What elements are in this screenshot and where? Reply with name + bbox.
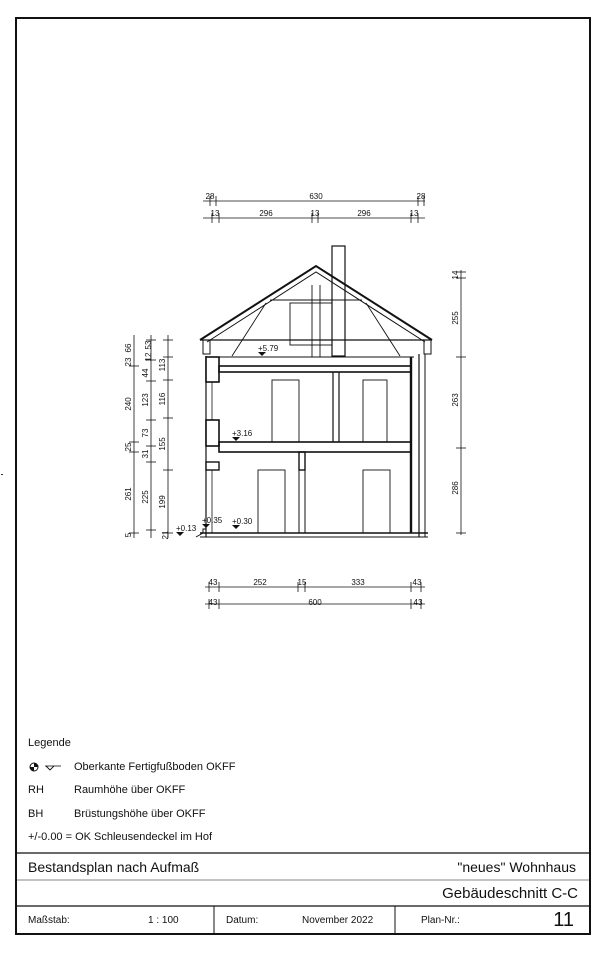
legend-okff-text: Oberkante Fertigfußboden OKFF	[74, 761, 236, 773]
date-label: Datum:	[226, 915, 259, 926]
plan-type-label: Bestandsplan nach Aufmaß	[28, 859, 200, 875]
legend-bh-text: Brüstungshöhe über OKFF	[74, 808, 206, 820]
legend-title: Legende	[28, 737, 71, 749]
dim-left-73: 73	[141, 428, 150, 438]
dim-right-255: 255	[451, 311, 460, 325]
dim-left-25: 25	[124, 442, 133, 452]
dim-bottom-252: 252	[253, 578, 267, 587]
dim-top-296-a: 296	[259, 209, 273, 218]
level-label-013: +0.13	[176, 524, 197, 533]
level-label-579: +5.79	[258, 344, 279, 353]
building-name: "neues" Wohnhaus	[457, 859, 576, 875]
dim-left-21: 21	[161, 530, 170, 540]
dim-left-12: 12	[144, 352, 153, 362]
dim-top-28-right: 28	[416, 192, 426, 201]
dim-bottom-600: 600	[308, 598, 322, 607]
plan-number-label: Plan-Nr.:	[421, 915, 460, 926]
dim-left-113: 113	[158, 358, 167, 372]
dim-left-240: 240	[124, 397, 133, 411]
dim-left-66: 66	[124, 343, 133, 353]
dim-right-263: 263	[451, 393, 460, 407]
dim-left-261: 261	[124, 487, 133, 501]
legend-rh-abbr: RH	[28, 784, 44, 796]
dim-top-13-b: 13	[310, 209, 320, 218]
dim-bottom-43-d: 43	[413, 598, 423, 607]
dim-top-630: 630	[309, 192, 323, 201]
dim-bottom-43-c: 43	[208, 598, 218, 607]
dim-left-225: 225	[141, 490, 150, 504]
level-label-316: +3.16	[232, 429, 253, 438]
legend-rh-text: Raumhöhe über OKFF	[74, 784, 186, 796]
dim-left-116: 116	[158, 392, 167, 406]
dim-top-28-left: 28	[205, 192, 215, 201]
dim-left-23: 23	[124, 357, 133, 367]
building-section	[196, 246, 432, 537]
dim-bottom-333: 333	[351, 578, 365, 587]
level-label-035: +0.35	[202, 516, 223, 525]
dim-top-296-b: 296	[357, 209, 371, 218]
dim-left-53: 53	[144, 340, 153, 350]
level-label-030: +0.30	[232, 517, 253, 526]
dim-right-14: 14	[451, 270, 460, 280]
plan-number: 11	[553, 909, 574, 931]
level-symbol-icon	[28, 760, 62, 774]
dim-top-13-c: 13	[409, 209, 419, 218]
dim-left-44: 44	[141, 368, 150, 378]
date-value: November 2022	[302, 915, 374, 926]
dim-bottom-43-a: 43	[208, 578, 218, 587]
dim-left-155: 155	[158, 437, 167, 451]
dim-bottom-15: 15	[297, 578, 307, 587]
drawing-title: Gebäudeschnitt C-C	[442, 885, 578, 902]
dim-top-13-a: 13	[210, 209, 220, 218]
scale-label: Maßstab:	[28, 915, 70, 926]
scale-value: 1 : 100	[148, 915, 179, 926]
dim-left-199: 199	[158, 495, 167, 509]
dim-left-5: 5	[124, 532, 133, 538]
legend-zero-text: +/-0.00 = OK Schleusendeckel im Hof	[28, 831, 213, 843]
dim-bottom-43-b: 43	[412, 578, 422, 587]
legend-bh-abbr: BH	[28, 808, 44, 820]
dim-left-123: 123	[141, 393, 150, 407]
dim-right-286: 286	[451, 481, 460, 495]
dim-left-31: 31	[141, 449, 150, 459]
